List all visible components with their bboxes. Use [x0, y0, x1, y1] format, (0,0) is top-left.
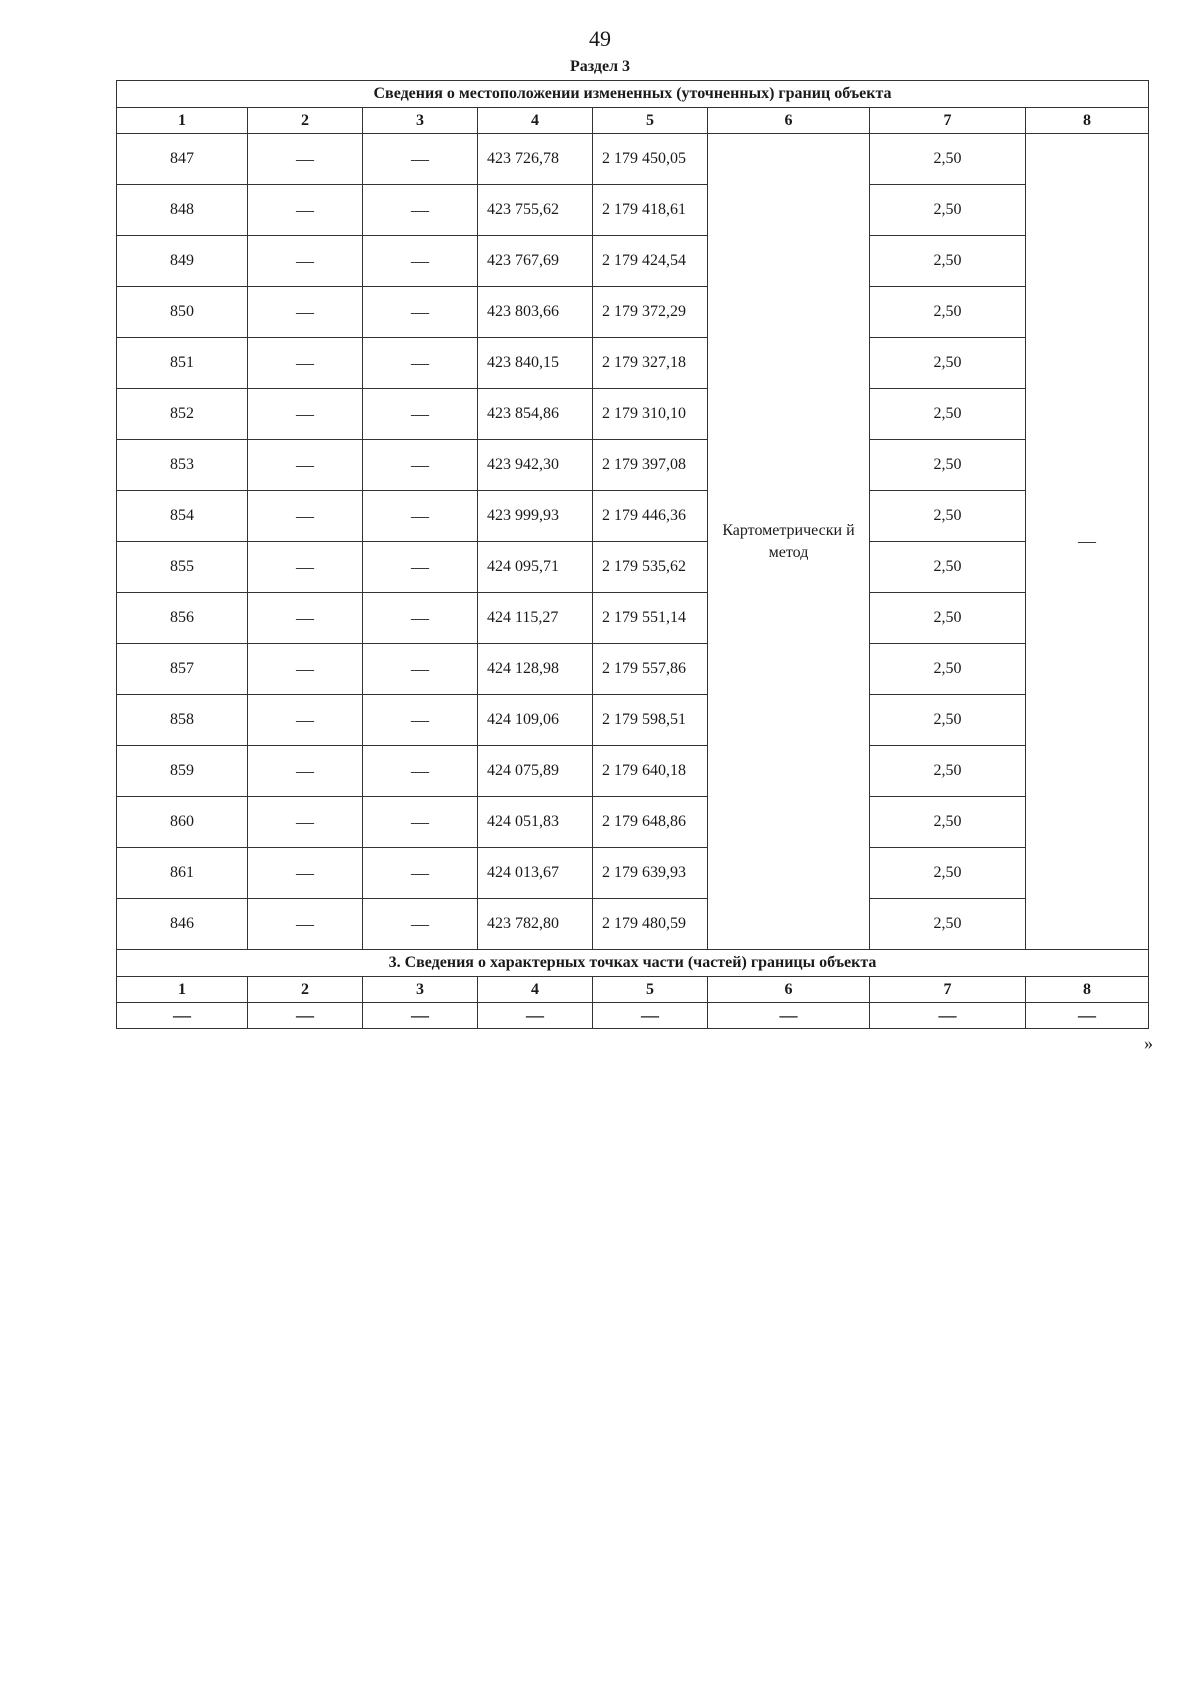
table-row [117, 746, 1149, 797]
dash-cell: — [363, 746, 478, 797]
y-coordinate: 2 179 446,36 [593, 491, 708, 542]
x-coordinate: 424 051,83 [478, 797, 593, 848]
accuracy-value: 2,50 [870, 338, 1026, 389]
column-header: 8 [1026, 108, 1149, 134]
table-row [117, 389, 1149, 440]
dash-cell: — [363, 236, 478, 287]
x-coordinate: 423 854,86 [478, 389, 593, 440]
point-number: 848 [117, 185, 248, 236]
table-row [117, 338, 1149, 389]
accuracy-value: 2,50 [870, 593, 1026, 644]
table-row [117, 440, 1149, 491]
dash-cell: — [248, 797, 363, 848]
x-coordinate: 424 075,89 [478, 746, 593, 797]
table-row [117, 797, 1149, 848]
dash-cell: — [363, 491, 478, 542]
point-number: 860 [117, 797, 248, 848]
dash-cell: — [248, 593, 363, 644]
column-header: 8 [1026, 977, 1149, 1003]
column-header: 5 [593, 108, 708, 134]
point-number: 850 [117, 287, 248, 338]
x-coordinate: 424 115,27 [478, 593, 593, 644]
accuracy-value: 2,50 [870, 695, 1026, 746]
dash-cell: — [363, 389, 478, 440]
accuracy-value: 2,50 [870, 134, 1026, 185]
point-number: 849 [117, 236, 248, 287]
dash-cell: — [248, 134, 363, 185]
point-number: 856 [117, 593, 248, 644]
y-coordinate: 2 179 648,86 [593, 797, 708, 848]
column-header: 4 [478, 108, 593, 134]
point-number: 857 [117, 644, 248, 695]
dash-cell: — [248, 746, 363, 797]
parts-header-row [117, 977, 1149, 1003]
page-number: 49 [589, 26, 611, 51]
y-coordinate: 2 179 640,18 [593, 746, 708, 797]
section-title: Раздел 3 [569, 58, 631, 75]
dash-cell: — [248, 287, 363, 338]
dash-cell: — [363, 848, 478, 899]
y-coordinate: 2 179 372,29 [593, 287, 708, 338]
table-row [117, 491, 1149, 542]
x-coordinate: 423 803,66 [478, 287, 593, 338]
x-coordinate: 424 128,98 [478, 644, 593, 695]
table-row [117, 542, 1149, 593]
dash-cell: — [248, 440, 363, 491]
y-coordinate: 2 179 557,86 [593, 644, 708, 695]
point-number: 858 [117, 695, 248, 746]
column-header: 1 [117, 108, 248, 134]
dash-cell: — [248, 338, 363, 389]
point-number: 855 [117, 542, 248, 593]
table-row [117, 134, 1149, 185]
column-header: 5 [593, 977, 708, 1003]
y-coordinate: 2 179 418,61 [593, 185, 708, 236]
dash-cell: — [363, 542, 478, 593]
dash-cell: — [248, 1003, 363, 1029]
point-number: 859 [117, 746, 248, 797]
table-row [117, 848, 1149, 899]
dash-cell: — [363, 797, 478, 848]
dash-cell: — [708, 1003, 870, 1029]
column-header: 6 [708, 977, 870, 1003]
table-row [117, 236, 1149, 287]
table-row [117, 899, 1149, 950]
dash-cell: — [363, 1003, 478, 1029]
dash-cell: — [478, 1003, 593, 1029]
dash-cell: — [363, 644, 478, 695]
method-cell: Картометрически й метод [708, 134, 870, 950]
accuracy-value: 2,50 [870, 287, 1026, 338]
column-8-value: — [1026, 134, 1149, 950]
parts-caption: 3. Сведения о характерных точках части (частей) границы объекта [117, 950, 1149, 977]
dash-cell: — [363, 440, 478, 491]
dash-cell: — [1026, 1003, 1149, 1029]
y-coordinate: 2 179 424,54 [593, 236, 708, 287]
point-number: 847 [117, 134, 248, 185]
point-number: 846 [117, 899, 248, 950]
dash-cell: — [363, 185, 478, 236]
dash-cell: — [363, 899, 478, 950]
column-header: 4 [478, 977, 593, 1003]
point-number: 853 [117, 440, 248, 491]
column-header: 2 [248, 977, 363, 1003]
dash-cell: — [248, 236, 363, 287]
dash-cell: — [363, 695, 478, 746]
point-number: 851 [117, 338, 248, 389]
parts-caption-row [117, 950, 1149, 977]
dash-cell: — [248, 185, 363, 236]
y-coordinate: 2 179 327,18 [593, 338, 708, 389]
dash-cell: — [363, 338, 478, 389]
boundary-table [116, 80, 1149, 1029]
dash-cell: — [117, 1003, 248, 1029]
accuracy-value: 2,50 [870, 797, 1026, 848]
accuracy-value: 2,50 [870, 899, 1026, 950]
table-row [117, 695, 1149, 746]
accuracy-value: 2,50 [870, 185, 1026, 236]
y-coordinate: 2 179 397,08 [593, 440, 708, 491]
point-number: 861 [117, 848, 248, 899]
x-coordinate: 423 755,62 [478, 185, 593, 236]
x-coordinate: 424 013,67 [478, 848, 593, 899]
closing-quote: » [1144, 1033, 1153, 1053]
y-coordinate: 2 179 639,93 [593, 848, 708, 899]
y-coordinate: 2 179 310,10 [593, 389, 708, 440]
x-coordinate: 423 767,69 [478, 236, 593, 287]
dash-cell: — [870, 1003, 1026, 1029]
x-coordinate: 423 726,78 [478, 134, 593, 185]
column-header: 1 [117, 977, 248, 1003]
y-coordinate: 2 179 598,51 [593, 695, 708, 746]
accuracy-value: 2,50 [870, 848, 1026, 899]
x-coordinate: 424 109,06 [478, 695, 593, 746]
table-row [117, 185, 1149, 236]
accuracy-value: 2,50 [870, 644, 1026, 695]
dash-cell: — [593, 1003, 708, 1029]
accuracy-value: 2,50 [870, 236, 1026, 287]
dash-cell: — [363, 593, 478, 644]
y-coordinate: 2 179 480,59 [593, 899, 708, 950]
point-number: 854 [117, 491, 248, 542]
column-header: 7 [870, 108, 1026, 134]
column-header: 3 [363, 977, 478, 1003]
parts-row [117, 1003, 1149, 1029]
table-row [117, 287, 1149, 338]
accuracy-value: 2,50 [870, 389, 1026, 440]
x-coordinate: 423 999,93 [478, 491, 593, 542]
table-header-row [117, 108, 1149, 134]
x-coordinate: 423 942,30 [478, 440, 593, 491]
dash-cell: — [248, 542, 363, 593]
column-header: 2 [248, 108, 363, 134]
table-row [117, 593, 1149, 644]
dash-cell: — [248, 644, 363, 695]
column-header: 3 [363, 108, 478, 134]
x-coordinate: 423 782,80 [478, 899, 593, 950]
accuracy-value: 2,50 [870, 440, 1026, 491]
dash-cell: — [363, 134, 478, 185]
dash-cell: — [248, 848, 363, 899]
dash-cell: — [363, 287, 478, 338]
dash-cell: — [248, 899, 363, 950]
dash-cell: — [248, 695, 363, 746]
y-coordinate: 2 179 551,14 [593, 593, 708, 644]
column-header: 7 [870, 977, 1026, 1003]
accuracy-value: 2,50 [870, 746, 1026, 797]
table-row [117, 644, 1149, 695]
table-caption: Сведения о местоположении измененных (уточненных) границ объекта [117, 81, 1149, 108]
y-coordinate: 2 179 535,62 [593, 542, 708, 593]
x-coordinate: 423 840,15 [478, 338, 593, 389]
accuracy-value: 2,50 [870, 491, 1026, 542]
accuracy-value: 2,50 [870, 542, 1026, 593]
dash-cell: — [248, 491, 363, 542]
x-coordinate: 424 095,71 [478, 542, 593, 593]
point-number: 852 [117, 389, 248, 440]
dash-cell: — [248, 389, 363, 440]
column-header: 6 [708, 108, 870, 134]
table-caption-row [117, 81, 1149, 108]
y-coordinate: 2 179 450,05 [593, 134, 708, 185]
